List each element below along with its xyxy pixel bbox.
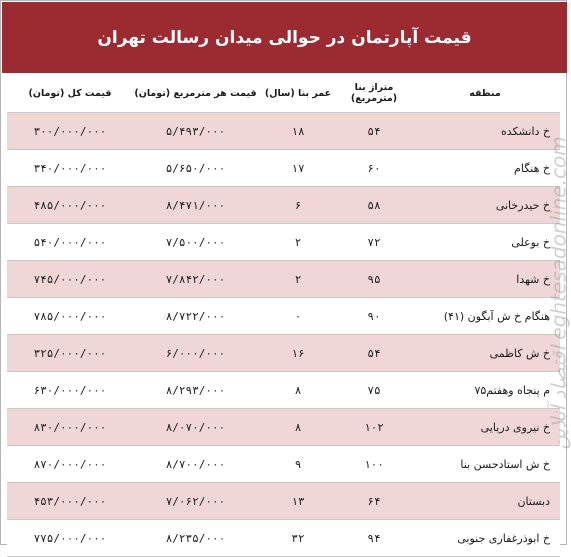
cell-price-per-meter: ۵/۶۵۰/۰۰۰ [133, 150, 258, 187]
cell-price-per-meter: ۸/۴۷۱/۰۰۰ [133, 187, 258, 224]
price-table [7, 74, 560, 557]
cell-price-per-meter: ۸/۲۳۵/۰۰۰ [133, 520, 258, 557]
cell-size: ۵۸ [338, 187, 410, 224]
cell-total-price: ۶۳۰/۰۰۰/۰۰۰ [7, 372, 133, 409]
cell-age: ۹ [258, 446, 338, 483]
cell-price-per-meter: ۸/۲۹۳/۰۰۰ [133, 372, 258, 409]
cell-size: ۹۵ [338, 261, 410, 298]
watermark-text: اقتصاد آنلاین eghtesadonline.com [546, 136, 571, 450]
cell-size: ۷۵ [338, 372, 410, 409]
cell-price-per-meter: ۶/۰۰۰/۰۰۰ [133, 335, 258, 372]
cell-age: ۱۷ [258, 150, 338, 187]
table-row [7, 372, 560, 409]
cell-size: ۹۴ [338, 520, 410, 557]
cell-area: خ شهدا [410, 261, 560, 298]
header-age: عمر بنا (سال) [258, 74, 338, 113]
cell-size: ۵۴ [338, 113, 410, 150]
cell-total-price: ۴۵۳/۰۰۰/۰۰۰ [7, 483, 133, 520]
cell-size: ۶۴ [338, 483, 410, 520]
cell-total-price: ۵۴۰/۰۰۰/۰۰۰ [7, 224, 133, 261]
cell-size: ۷۲ [338, 224, 410, 261]
table-row [7, 261, 560, 298]
cell-total-price: ۷۷۵/۰۰۰/۰۰۰ [7, 520, 133, 557]
table-row [7, 113, 560, 150]
table-row [7, 446, 560, 483]
header-size: متراژ بنا (مترمربع) [338, 74, 410, 113]
cell-size: ۶۰ [338, 150, 410, 187]
cell-total-price: ۳۰۰/۰۰۰/۰۰۰ [7, 113, 133, 150]
cell-area: خ ابوذرغفاری جنوبی [410, 520, 560, 557]
cell-total-price: ۳۴۰/۰۰۰/۰۰۰ [7, 150, 133, 187]
cell-area: هنگام خ ش آبگون (۴۱) [410, 298, 560, 335]
cell-age: ۰ [258, 298, 338, 335]
cell-area: خ ش استادحسن بنا [410, 446, 560, 483]
header-area: منطقه [410, 74, 560, 113]
cell-age: ۱۳ [258, 483, 338, 520]
header-price-per-meter: قیمت هر مترمربع (تومان) [133, 74, 258, 113]
page-title: قیمت آپارتمان در حوالی میدان رسالت تهران [97, 27, 472, 48]
cell-price-per-meter: ۸/۷۰۰/۰۰۰ [133, 446, 258, 483]
cell-price-per-meter: ۵/۴۹۳/۰۰۰ [133, 113, 258, 150]
header-row [7, 74, 560, 113]
cell-total-price: ۷۴۵/۰۰۰/۰۰۰ [7, 261, 133, 298]
cell-size: ۵۴ [338, 335, 410, 372]
cell-price-per-meter: ۸/۷۲۲/۰۰۰ [133, 298, 258, 335]
cell-total-price: ۷۸۵/۰۰۰/۰۰۰ [7, 298, 133, 335]
cell-area: م پنجاه وهفتم۷۵ [410, 372, 560, 409]
cell-price-per-meter: ۷/۸۴۲/۰۰۰ [133, 261, 258, 298]
cell-area: دبستان [410, 483, 560, 520]
cell-size: ۹۰ [338, 298, 410, 335]
cell-price-per-meter: ۷/۰۶۲/۰۰۰ [133, 483, 258, 520]
table-row [7, 298, 560, 335]
table-row [7, 224, 560, 261]
cell-price-per-meter: ۸/۰۷۰/۰۰۰ [133, 409, 258, 446]
cell-size: ۱۰۰ [338, 446, 410, 483]
table-row [7, 187, 560, 224]
cell-total-price: ۸۷۰/۰۰۰/۰۰۰ [7, 446, 133, 483]
title-bar [2, 2, 567, 73]
table-row [7, 335, 560, 372]
cell-age: ۸ [258, 409, 338, 446]
cell-age: ۲ [258, 224, 338, 261]
cell-area: خ ش کاظمی [410, 335, 560, 372]
cell-total-price: ۸۳۰/۰۰۰/۰۰۰ [7, 409, 133, 446]
cell-age: ۸ [258, 372, 338, 409]
table-row [7, 520, 560, 557]
cell-area: خ حیدرخانی [410, 187, 560, 224]
cell-age: ۱۶ [258, 335, 338, 372]
cell-age: ۳۲ [258, 520, 338, 557]
cell-size: ۱۰۲ [338, 409, 410, 446]
table-row [7, 409, 560, 446]
header-total-price: قیمت کل (تومان) [7, 74, 133, 113]
cell-age: ۶ [258, 187, 338, 224]
cell-price-per-meter: ۷/۵۰۰/۰۰۰ [133, 224, 258, 261]
cell-total-price: ۴۸۵/۰۰۰/۰۰۰ [7, 187, 133, 224]
cell-age: ۲ [258, 261, 338, 298]
cell-area: خ دانشکده [410, 113, 560, 150]
table-row [7, 483, 560, 520]
cell-area: خ نیروی دریایی [410, 409, 560, 446]
table-row [7, 150, 560, 187]
cell-area: خ بوعلی [410, 224, 560, 261]
cell-area: خ هنگام [410, 150, 560, 187]
cell-age: ۱۸ [258, 113, 338, 150]
cell-total-price: ۳۲۵/۰۰۰/۰۰۰ [7, 335, 133, 372]
